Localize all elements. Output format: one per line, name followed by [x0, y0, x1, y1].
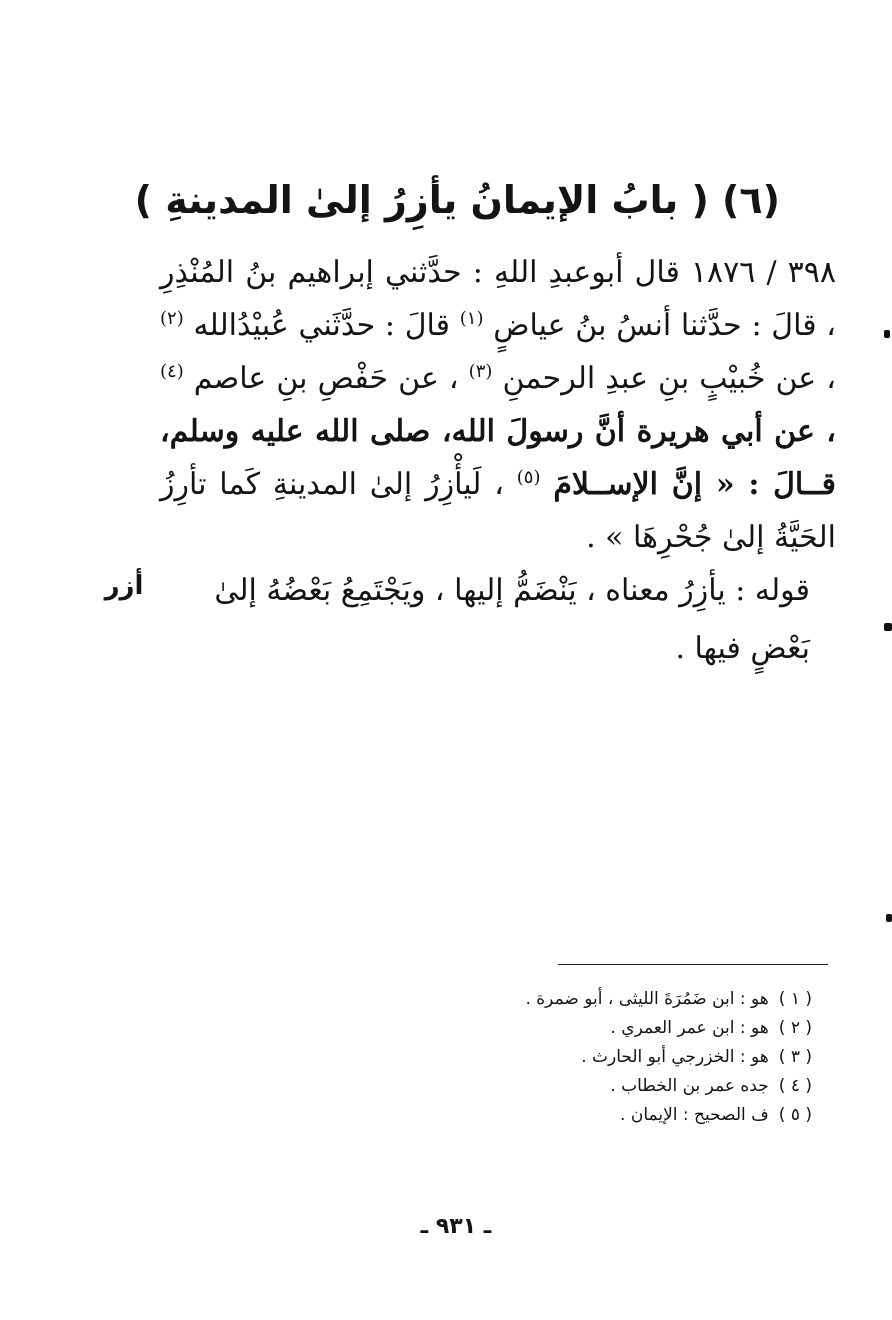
commentary-line-1: قوله : يأزِرُ معناه ، يَنْضَمُّ إليها ، ويَجْتَمِعُ بَعْضُهُ إلىٰ — [214, 573, 810, 608]
scan-edge-mark — [886, 914, 892, 922]
hadith-line-4: ، عن خُبيْبٍ بنِ عبدِ الرحمنِ — [502, 361, 836, 396]
footnote-text: هو : الخزرجي أبو الحارث . — [581, 1047, 769, 1067]
footnote-ref-1[interactable]: (١) — [459, 308, 484, 329]
hadith-line-6: ، عن أبي هريرة أنَّ رسولَ الله، صلى الله عليه وسلم، — [160, 414, 836, 449]
footnotes-list — [400, 985, 812, 1130]
footnote-item — [400, 985, 812, 1014]
hadith-line-2: المُنْذِرِ ، قالَ : حدَّثنا أنسُ بنُ عياضٍ — [160, 255, 836, 343]
hadith-line-8: ، لَيأْزِرُ إلىٰ المدينةِ كَما تأرِزُ الحَيَّةُ — [160, 467, 836, 555]
hadith-line-5: ، عن حَفْصِ بنِ عاصم — [193, 361, 459, 396]
footnote-text: جده عمر بن الخطاب . — [610, 1076, 769, 1096]
hadith-line-1: ٣٩٨ / ١٨٧٦ قال أبوعبدِ اللهِ : حدَّثني إبراهيم بنُ — [245, 255, 836, 290]
footnote-number: ( ١ ) — [778, 989, 812, 1009]
hadith-line-9: إلىٰ جُحْرِهَا » . — [586, 520, 765, 555]
footnote-number: ( ٤ ) — [778, 1076, 812, 1096]
footnote-number: ( ٣ ) — [778, 1047, 812, 1067]
scan-edge-mark — [884, 623, 892, 631]
footnote-item — [400, 1101, 812, 1130]
hadith-line-3: قالَ : حدَّثَني عُبيْدُالله — [193, 308, 450, 343]
margin-keyword: أزر — [104, 571, 144, 601]
footnote-number: ( ٥ ) — [778, 1105, 812, 1125]
hadith-text — [160, 246, 836, 564]
hadith-line-7: قــالَ : « إنَّ الإســلامَ — [553, 467, 836, 502]
page-number: ـ ٩٣١ ـ — [420, 1214, 492, 1239]
commentary-text — [160, 562, 810, 678]
footnote-ref-5[interactable]: (٥) — [516, 467, 541, 488]
footnote-text: هو : ابن عمر العمري . — [610, 1018, 769, 1038]
footnote-number: ( ٢ ) — [778, 1018, 812, 1038]
footnote-item — [400, 1014, 812, 1043]
chapter-heading: (٦) ( بابُ الإيمانُ يأزِرُ إلىٰ المدينةِ ) — [134, 178, 780, 222]
footnote-item — [400, 1043, 812, 1072]
footnote-ref-4[interactable]: (٤) — [160, 361, 184, 382]
commentary-line-2: بَعْضٍ فيها . — [675, 631, 810, 666]
footnote-item — [400, 1072, 812, 1101]
footnote-ref-2[interactable]: (٢) — [160, 308, 184, 329]
footnote-text: ف الصحيح : الإيمان . — [620, 1105, 769, 1125]
scan-edge-mark — [884, 330, 890, 338]
footnote-separator — [558, 964, 828, 965]
footnote-text: هو : ابن ضَمُرَةَ الليثى ، أبو ضمرة . — [525, 989, 769, 1009]
footnote-ref-3[interactable]: (٣) — [468, 361, 493, 382]
